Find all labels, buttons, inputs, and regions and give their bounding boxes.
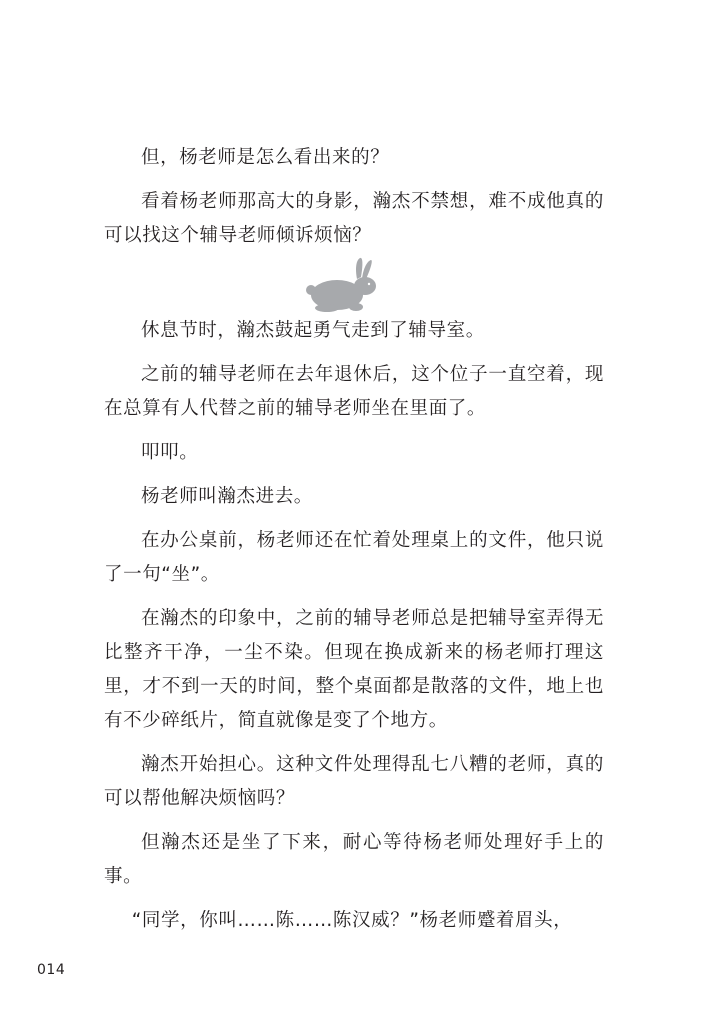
page-number: 014 bbox=[37, 962, 66, 978]
paragraph: 之前的辅导老师在去年退休后，这个位子一直空着，现在总算有人代替之前的辅导老师坐在里面了。 bbox=[104, 364, 604, 419]
paragraph: 叩叩。 bbox=[141, 442, 199, 463]
rabbit-icon bbox=[303, 257, 383, 313]
paragraph: 在办公桌前，杨老师还在忙着处理桌上的文件，他只说了一句“坐”。 bbox=[104, 530, 604, 585]
paragraph: 但，杨老师是怎么看出来的？ bbox=[141, 147, 390, 168]
text-section-1 bbox=[104, 141, 604, 253]
paragraph: 瀚杰开始担心。这种文件处理得乱七八糟的老师，真的可以帮他解决烦恼吗？ bbox=[104, 754, 604, 809]
paragraph: 休息节时，瀚杰鼓起勇气走到了辅导室。 bbox=[141, 320, 485, 341]
text-section-2 bbox=[104, 314, 604, 938]
paragraph: 看着杨老师那高大的身影，瀚杰不禁想，难不成他真的可以找这个辅导老师倾诉烦恼？ bbox=[104, 191, 604, 246]
paragraph: “同学，你叫……陈……陈汉威？”杨老师蹙着眉头， bbox=[131, 910, 573, 931]
paragraph: 在瀚杰的印象中，之前的辅导老师总是把辅导室弄得无比整齐干净，一尘不染。但现在换成新来的杨老师打理这里，才不到一天的时间，整个桌面都是散落的文件，地上也有不少碎纸片，简直就像是变了个地方。 bbox=[104, 608, 604, 731]
paragraph: 杨老师叫瀚杰进去。 bbox=[141, 486, 313, 507]
paragraph: 但瀚杰还是坐了下来，耐心等待杨老师处理好手上的事。 bbox=[104, 832, 604, 887]
